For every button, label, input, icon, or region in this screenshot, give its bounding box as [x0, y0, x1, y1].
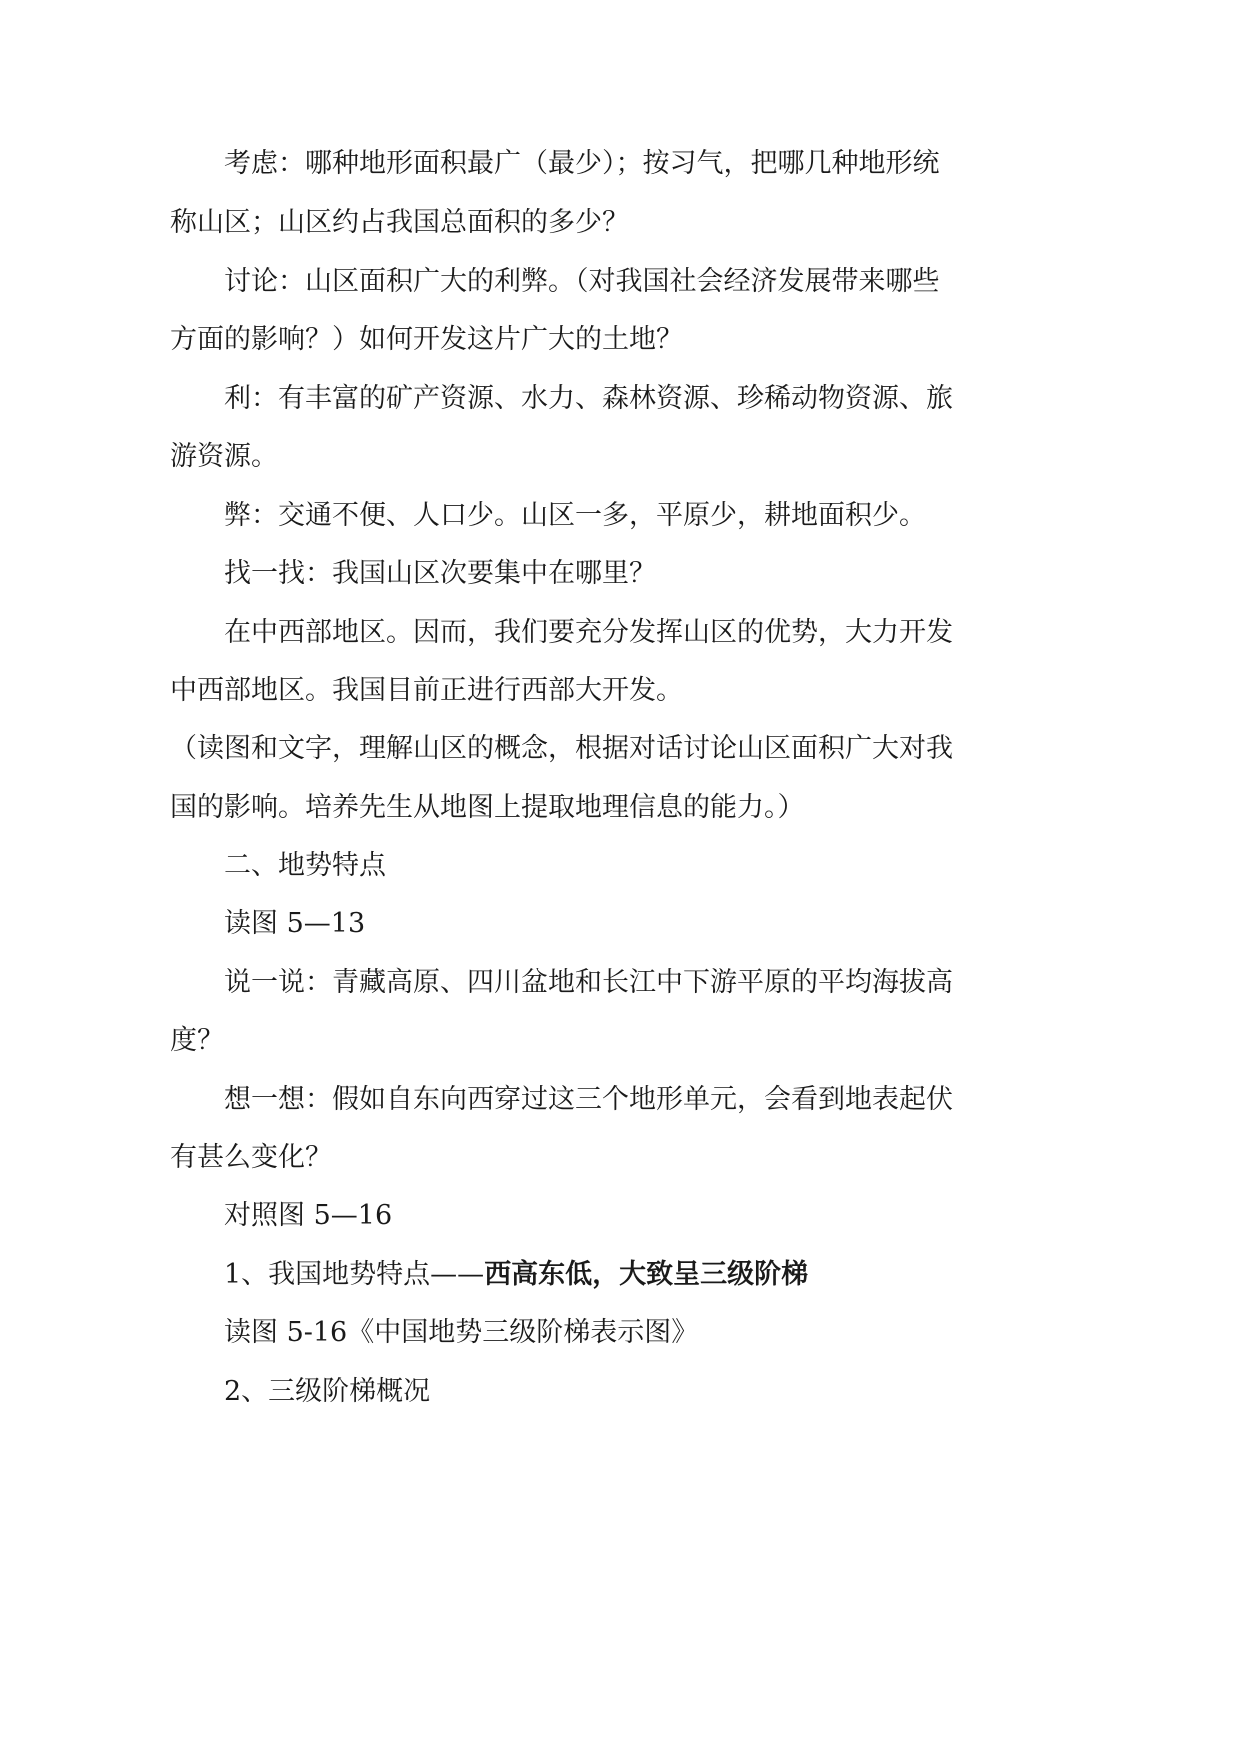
paragraph-think-line-1: 想一想：假如自东向西穿过这三个地形单元，会看到地表起伏 [224, 1084, 953, 1115]
paragraph-answer-line-2: 中西部地区。我国目前正进行西部大开发。 [170, 675, 683, 706]
paragraph-consider-line-1: 考虑：哪种地形面积最广（最少）；按习气，把哪几种地形统 [224, 148, 940, 179]
paragraph-say-line-1: 说一说：青藏高原、四川盆地和长江中下游平原的平均海拔高 [224, 967, 953, 998]
paragraph-read-figure-5-13: 读图 5—13 [224, 908, 366, 939]
paragraph-answer-line-1: 在中西部地区。因而，我们要充分发挥山区的优势，大力开发 [224, 617, 953, 648]
paragraph-disadvantages: 弊：交通不便、人口少。山区一多，平原少，耕地面积少。 [224, 500, 926, 531]
paragraph-terrain-feature [224, 1257, 808, 1293]
paragraph-three-steps: 2、三级阶梯概况 [224, 1376, 431, 1407]
paragraph-find: 找一找：我国山区次要集中在哪里？ [224, 558, 656, 589]
paragraph-discuss-line-1: 讨论：山区面积广大的利弊。（对我国社会经济发展带来哪些 [224, 266, 940, 297]
paragraph-read-figure-5-16: 读图 5-16《中国地势三级阶梯表示图》 [224, 1317, 699, 1348]
terrain-feature-label: 1、我国地势特点—— [224, 1259, 485, 1290]
paragraph-advantages-line-1: 利：有丰富的矿产资源、水力、森林资源、珍稀动物资源、旅 [224, 383, 953, 414]
section-heading-terrain: 二、地势特点 [224, 850, 386, 881]
paragraph-consider-line-2: 称山区；山区约占我国总面积的多少？ [170, 207, 629, 238]
paragraph-advantages-line-2: 游资源。 [170, 441, 278, 472]
paragraph-discuss-line-2: 方面的影响？）如何开发这片广大的土地？ [170, 324, 683, 355]
terrain-feature-emphasis: 西高东低，大致呈三级阶梯 [484, 1259, 809, 1290]
paragraph-note-line-1: （读图和文字，理解山区的概念，根据对话讨论山区面积广大对我 [170, 733, 953, 764]
paragraph-note-line-2: 国的影响。培养先生从地图上提取地理信息的能力。） [170, 792, 805, 823]
paragraph-compare-figure-5-16: 对照图 5—16 [224, 1200, 393, 1231]
paragraph-say-line-2: 度？ [170, 1025, 224, 1056]
paragraph-think-line-2: 有甚么变化？ [170, 1142, 332, 1173]
